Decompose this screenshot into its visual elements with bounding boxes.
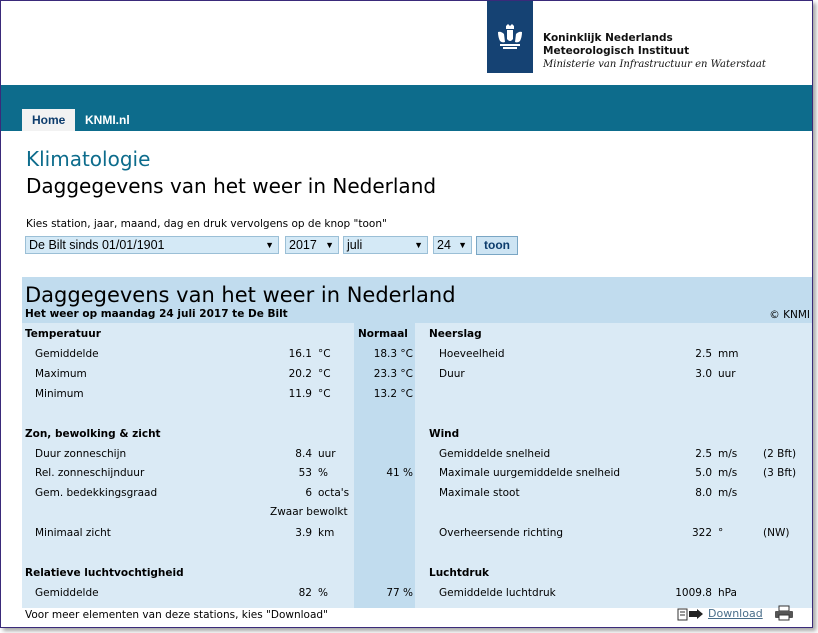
download-link[interactable]: Download: [708, 607, 763, 620]
normal-column: [354, 323, 415, 608]
cloud-description: Zwaar bewolkt: [270, 506, 348, 518]
temp-min-label: Minimum: [35, 388, 84, 400]
day-select-value: 24: [437, 238, 451, 252]
org-name: [543, 32, 766, 71]
site-header: [1, 1, 812, 86]
wind-header: Wind: [429, 428, 460, 440]
year-select-value: 2017: [289, 238, 317, 252]
temp-min-value: 11.9: [288, 388, 312, 400]
rain-duration-label: Duur: [439, 368, 465, 380]
station-select-value: De Bilt sinds 01/01/1901: [29, 238, 165, 252]
sun-header: Zon, bewolking & zicht: [25, 428, 161, 440]
wind-dir-unit: °: [718, 527, 724, 539]
temp-header: Temperatuur: [25, 328, 101, 340]
temp-avg-value: 16.1: [288, 348, 312, 360]
temp-avg-normal: 18.3 °C: [373, 348, 413, 360]
temp-max-unit: °C: [318, 368, 331, 380]
month-select-value: juli: [347, 238, 363, 252]
temp-max-label: Maximum: [35, 368, 87, 380]
tab-home[interactable]: Home: [22, 109, 75, 131]
wind-avg-value: 2.5: [695, 448, 712, 460]
wind-gust-unit: m/s: [718, 487, 738, 499]
wind-dir-compass: (NW): [763, 527, 790, 539]
humidity-value: 82: [298, 587, 312, 599]
sun-rel-unit: %: [318, 467, 328, 479]
rain-duration-unit: uur: [718, 368, 736, 380]
results-subtitle: Het weer op maandag 24 juli 2017 te De Bilt: [25, 308, 288, 320]
copyright: © KNMI: [769, 309, 810, 321]
tab-knmi[interactable]: KNMI.nl: [85, 113, 130, 127]
temp-min-normal: 13.2 °C: [373, 388, 413, 400]
knmi-logo[interactable]: [487, 1, 533, 73]
rain-amount-unit: mm: [718, 348, 739, 360]
rain-header: Neerslag: [429, 328, 482, 340]
temp-max-value: 20.2: [288, 368, 312, 380]
footer-note: Voor meer elementen van deze stations, kies "Download": [25, 609, 328, 621]
temp-avg-label: Gemiddelde: [35, 348, 99, 360]
sun-duration-label: Duur zonneschijn: [35, 448, 127, 460]
wind-avg-bft: (2 Bft): [763, 448, 797, 460]
wind-dir-value: 322: [691, 527, 712, 539]
toon-button[interactable]: toon: [476, 236, 518, 255]
wind-gust-label: Maximale stoot: [439, 487, 520, 499]
humidity-unit: %: [318, 587, 328, 599]
sun-rel-normal: 41 %: [386, 467, 413, 479]
rain-duration-value: 3.0: [695, 368, 712, 380]
wind-max-hour-label: Maximale uurgemiddelde snelheid: [439, 467, 621, 479]
wind-max-hour-value: 5.0: [695, 467, 712, 479]
humidity-header: Relatieve luchtvochtigheid: [25, 567, 184, 579]
wind-max-hour-bft: (3 Bft): [763, 467, 797, 479]
visibility-label: Minimaal zicht: [35, 527, 111, 539]
main-nav: [1, 85, 812, 131]
year-select[interactable]: [285, 236, 339, 254]
page-subtitle: Daggegevens van het weer in Nederland: [26, 174, 437, 198]
pressure-label: Gemiddelde luchtdruk: [439, 587, 556, 599]
print-icon[interactable]: [774, 605, 794, 621]
page-title: Klimatologie: [26, 147, 151, 171]
visibility-unit: km: [318, 527, 335, 539]
results-header: [22, 277, 812, 323]
wind-dir-label: Overheersende richting: [439, 527, 564, 539]
humidity-normal: 77 %: [386, 587, 413, 599]
sun-rel-label: Rel. zonneschijnduur: [35, 467, 145, 479]
temp-min-unit: °C: [318, 388, 331, 400]
org-line-1: Koninklijk Nederlands: [543, 32, 673, 44]
dropdown-arrow-icon: ▼: [265, 240, 274, 250]
wind-gust-value: 8.0: [695, 487, 712, 499]
rain-amount-value: 2.5: [695, 348, 712, 360]
pressure-value: 1009.8: [675, 587, 712, 599]
wind-avg-unit: m/s: [718, 448, 738, 460]
download-icon[interactable]: [677, 607, 707, 621]
sun-duration-value: 8.4: [295, 448, 312, 460]
normal-header: Normaal: [358, 328, 408, 340]
cloud-cover-unit: octa's: [318, 487, 350, 499]
org-line-2: Meteorologisch Instituut: [543, 45, 690, 57]
sun-rel-value: 53: [298, 467, 312, 479]
results-title: Daggegevens van het weer in Nederland: [25, 283, 456, 307]
month-select[interactable]: [343, 236, 428, 254]
wind-max-hour-unit: m/s: [718, 467, 738, 479]
rain-amount-label: Hoeveelheid: [439, 348, 505, 360]
sun-duration-unit: uur: [318, 448, 336, 460]
coat-of-arms-icon: [495, 22, 525, 52]
pressure-unit: hPa: [718, 587, 737, 599]
day-select[interactable]: [433, 236, 472, 254]
results-panel: [22, 277, 812, 608]
humidity-label: Gemiddelde: [35, 587, 99, 599]
temp-avg-unit: °C: [318, 348, 331, 360]
org-line-3: Ministerie van Infrastructuur en Waterstaat: [543, 59, 766, 70]
form-instruction: Kies station, jaar, maand, dag en druk vervolgens op de knop "toon": [26, 218, 387, 230]
cloud-cover-value: 6: [305, 487, 312, 499]
cloud-cover-label: Gem. bedekkingsgraad: [35, 487, 158, 499]
temp-max-normal: 23.3 °C: [373, 368, 413, 380]
dropdown-arrow-icon: ▼: [325, 240, 334, 250]
visibility-value: 3.9: [295, 527, 312, 539]
dropdown-arrow-icon: ▼: [414, 240, 423, 250]
station-select[interactable]: [25, 236, 279, 254]
dropdown-arrow-icon: ▼: [458, 240, 467, 250]
pressure-header: Luchtdruk: [429, 567, 490, 579]
wind-avg-label: Gemiddelde snelheid: [439, 448, 551, 460]
